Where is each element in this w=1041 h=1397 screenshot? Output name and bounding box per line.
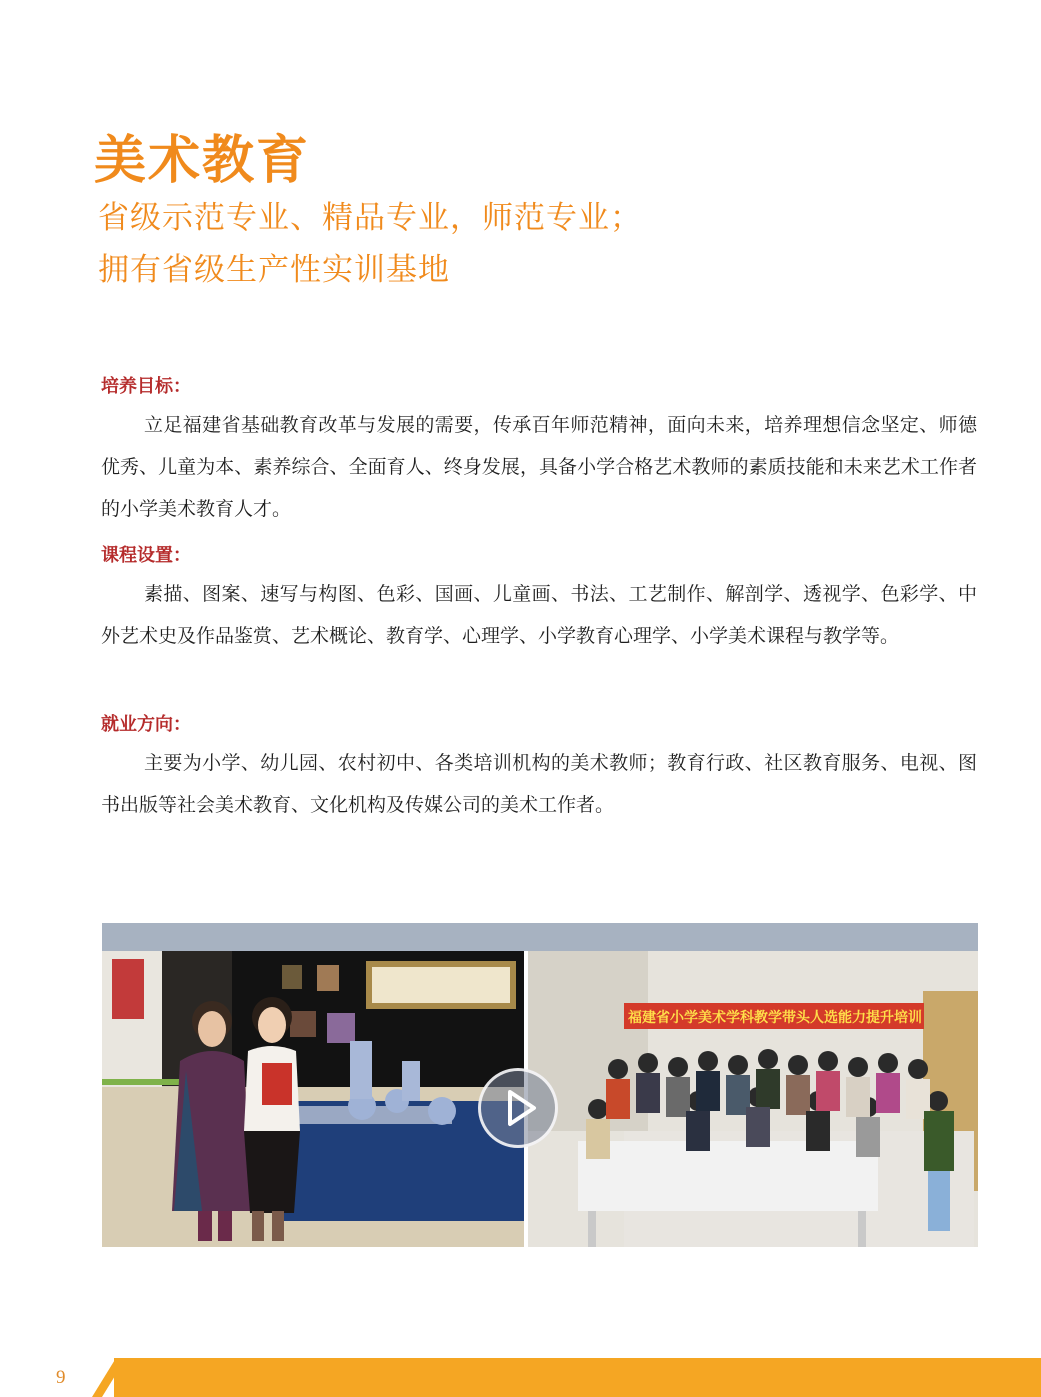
video-play-button[interactable] <box>478 1068 558 1148</box>
section-heading-courses: 课程设置： <box>101 545 191 566</box>
subtitle-line-2: 拥有省级生产性实训基地 <box>98 252 450 288</box>
play-icon <box>481 1071 555 1145</box>
exhibition-photo <box>102 951 524 1247</box>
training-group-photo-illustration <box>528 951 978 1247</box>
subtitle-line-1: 省级示范专业、精品专业，师范专业； <box>98 200 642 236</box>
section-text-employment: 主要为小学、幼儿园、农村初中、各类培训机构的美术教师；教育行政、社区教育服务、电视、图书出版等社会美术教育、文化机构及传媒公司的美术工作者。 <box>101 752 977 816</box>
training-banner-text: 福建省小学美术学科教学带头人选能力提升培训 <box>628 1010 922 1026</box>
exhibition-photo-illustration <box>102 951 524 1247</box>
section-heading-employment: 就业方向： <box>101 714 191 735</box>
photo-header-band <box>102 923 978 951</box>
section-heading-goals: 培养目标： <box>101 376 191 397</box>
footer-bar <box>34 1358 1041 1397</box>
section-text-goals: 立足福建省基础教育改革与发展的需要，传承百年师范精神，面向未来，培养理想信念坚定、师德优秀、儿童为本、素养综合、全面育人、终身发展，具备小学合格艺术教师的素质技能和未来艺术工作者的小学美术教育人才。 <box>101 414 977 520</box>
section-text-courses: 素描、图案、速写与构图、色彩、国画、儿童画、书法、工艺制作、解剖学、透视学、色彩学、中外艺术史及作品鉴赏、艺术概论、教育学、心理学、小学教育心理学、小学美术课程与教学等。 <box>101 583 977 647</box>
page-number: 9 <box>56 1367 66 1388</box>
training-group-photo <box>528 951 978 1247</box>
page-title: 美术教育 <box>94 131 311 191</box>
footer-slash-decoration <box>92 1358 126 1397</box>
